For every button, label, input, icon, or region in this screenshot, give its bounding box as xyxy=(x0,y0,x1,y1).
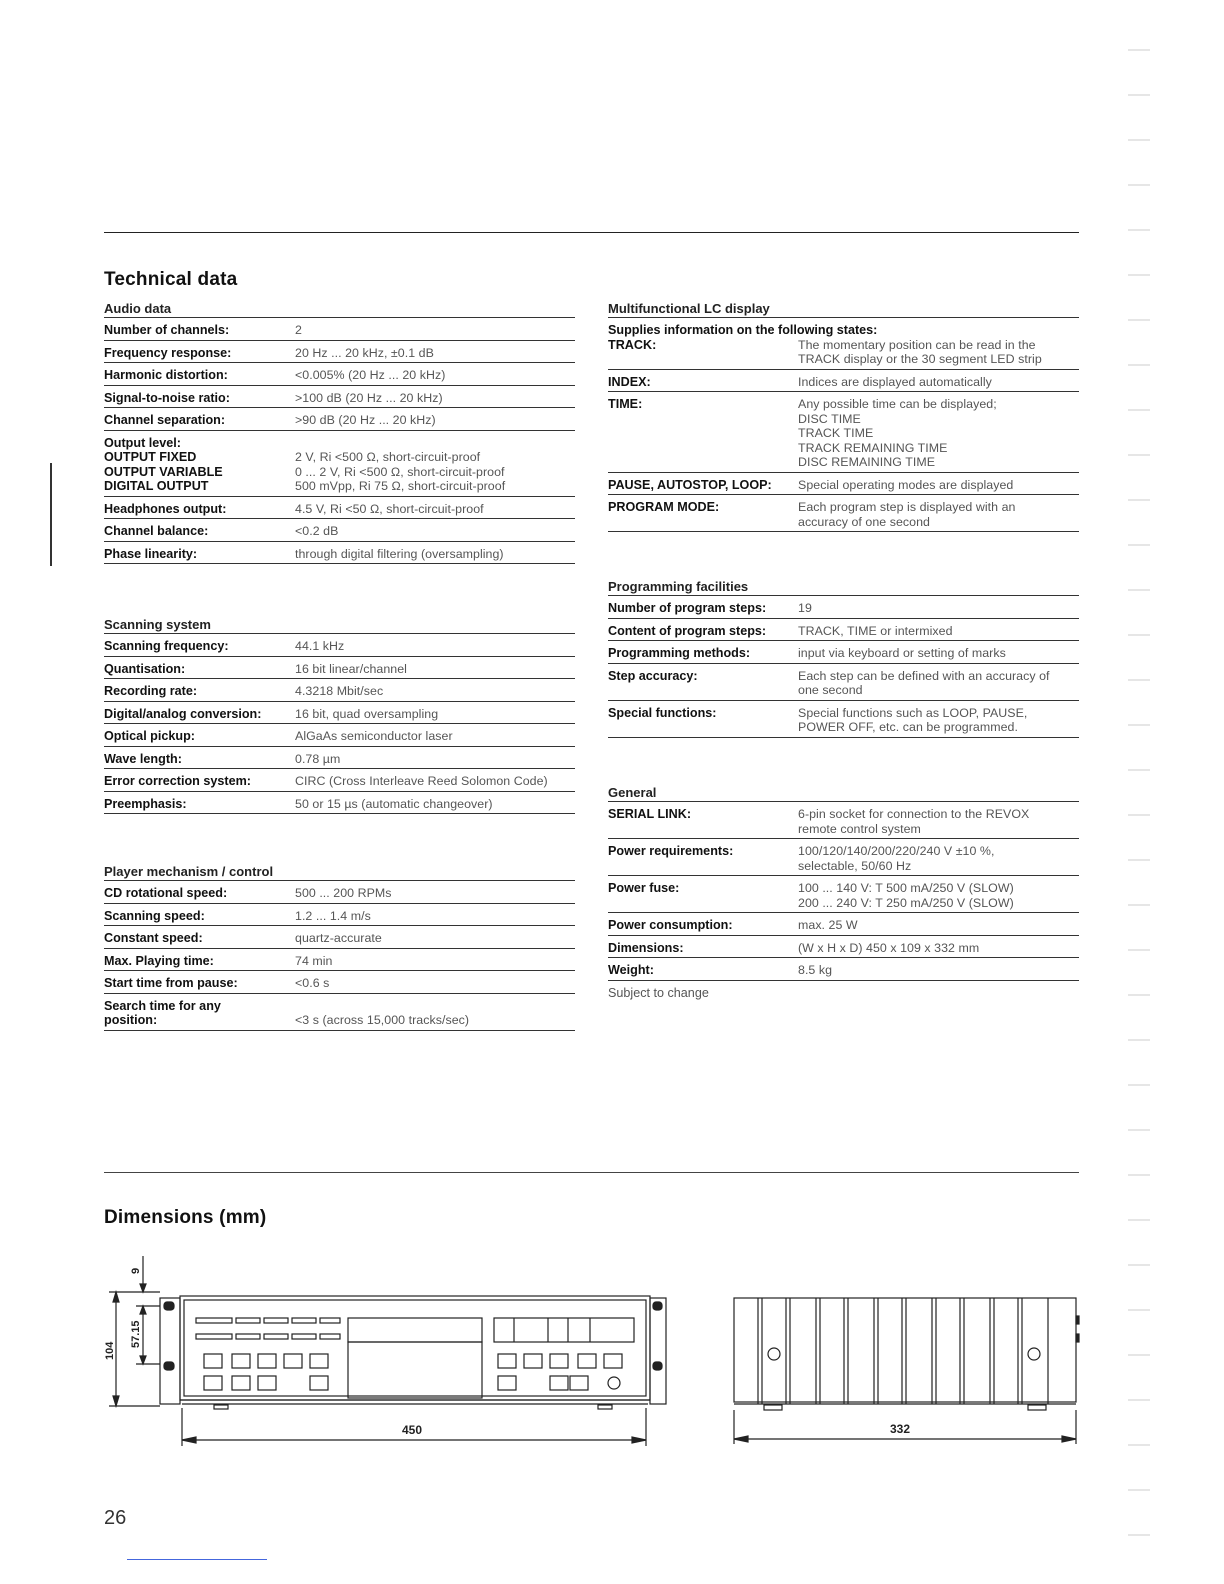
spec-value-line: Special operating modes are displayed xyxy=(798,477,1014,492)
programming-section xyxy=(608,578,1079,738)
section-title: Player mechanism / control xyxy=(104,863,575,881)
spec-label-line: Optical pickup: xyxy=(104,729,195,743)
spec-value-line: TRACK, TIME or intermixed xyxy=(798,623,953,638)
spec-label xyxy=(608,881,798,910)
spec-label-line: Digital/analog conversion: xyxy=(104,706,262,721)
spec-value xyxy=(798,375,992,390)
spec-label-line: OUTPUT VARIABLE xyxy=(104,464,223,479)
spec-label-line: PAUSE, AUTOSTOP, LOOP: xyxy=(608,477,772,492)
spec-row xyxy=(104,318,575,341)
spec-value-line: 4.5 V, Ri <50 Ω, short-circuit-proof xyxy=(295,501,484,516)
spec-label xyxy=(608,941,798,956)
spec-label xyxy=(104,323,295,338)
spec-label xyxy=(104,436,295,494)
spec-label xyxy=(104,368,295,383)
spec-label xyxy=(104,976,295,991)
spec-label-line: CD rotational speed: xyxy=(104,886,228,900)
margin-tick-marks xyxy=(1128,40,1152,1560)
section-title: Scanning system xyxy=(104,616,575,634)
spec-value-line: Each program step is displayed with an xyxy=(798,500,1016,514)
spec-value-line: remote control system xyxy=(798,821,921,836)
front-width-label: 450 xyxy=(402,1423,423,1437)
spec-label xyxy=(104,502,295,517)
spec-label-line: SERIAL LINK: xyxy=(608,807,692,821)
spec-value xyxy=(798,881,1014,910)
spec-label-line: Constant speed: xyxy=(104,931,203,945)
spec-value-line: 74 min xyxy=(295,953,333,968)
spec-value-line: 0.78 µm xyxy=(295,751,341,766)
bottom-rule xyxy=(127,1559,267,1560)
spec-row xyxy=(608,392,1079,473)
spec-value xyxy=(798,807,1029,836)
spec-value-line: TRACK display or the 30 segment LED strip xyxy=(798,352,1042,366)
spec-label-line: OUTPUT FIXED xyxy=(104,450,197,464)
spec-row xyxy=(608,958,1079,981)
spec-label xyxy=(104,752,295,767)
spec-label xyxy=(104,391,295,406)
spec-row xyxy=(104,949,575,972)
spec-row xyxy=(608,802,1079,839)
spec-value-line xyxy=(295,999,469,1014)
spec-label xyxy=(104,413,295,428)
spec-label-line: Weight: xyxy=(608,963,654,977)
spec-row xyxy=(104,702,575,725)
spec-label-line: Power requirements: xyxy=(608,844,734,858)
spec-value xyxy=(798,844,995,873)
spec-label-line: Dimensions: xyxy=(608,940,684,955)
spec-value xyxy=(798,397,997,470)
spec-value xyxy=(295,886,392,901)
spec-row xyxy=(608,701,1079,738)
spec-value xyxy=(798,646,1006,661)
spec-value xyxy=(798,338,1042,367)
spec-value xyxy=(798,918,858,933)
spec-label xyxy=(608,669,798,698)
spec-label xyxy=(608,963,798,978)
spec-label xyxy=(608,338,798,367)
spec-label-line: Signal-to-noise ratio: xyxy=(104,390,230,405)
spec-value-line: 100 ... 140 V: T 500 mA/250 V (SLOW) xyxy=(798,881,1014,895)
spec-value-line: max. 25 W xyxy=(798,918,858,932)
spec-label xyxy=(104,999,295,1028)
spec-label-line: Phase linearity: xyxy=(104,546,198,561)
spec-value-line: 1.2 ... 1.4 m/s xyxy=(295,908,371,923)
spec-value xyxy=(295,729,453,744)
spec-value-line: 19 xyxy=(798,601,812,615)
spec-row xyxy=(608,619,1079,642)
spec-label xyxy=(608,646,798,661)
spec-label xyxy=(608,706,798,735)
height-total-label: 104 xyxy=(104,1341,116,1360)
spec-row xyxy=(104,657,575,680)
subject-to-change-note: Subject to change xyxy=(608,985,709,1000)
spec-value xyxy=(798,963,832,978)
spec-label-line: Power fuse: xyxy=(608,881,680,895)
spec-row xyxy=(104,408,575,431)
lc-display-section xyxy=(608,300,1079,532)
spec-value-line: 500 mVpp, Ri 75 Ω, short-circuit-proof xyxy=(295,479,506,493)
spec-row xyxy=(104,519,575,542)
spec-value-line: 16 bit, quad oversampling xyxy=(295,706,439,721)
spec-value-line: AlGaAs semiconductor laser xyxy=(295,729,453,743)
spec-value xyxy=(798,941,979,956)
scanning-system-section xyxy=(104,616,575,814)
spec-value-line: 4.3218 Mbit/sec xyxy=(295,684,384,698)
spec-label-line: Headphones output: xyxy=(104,501,227,516)
spec-value xyxy=(295,797,493,812)
spec-row xyxy=(104,904,575,927)
spec-label xyxy=(608,397,798,470)
spec-value-line: 50 or 15 µs (automatic changeover) xyxy=(295,796,493,811)
spec-value xyxy=(295,707,438,722)
spec-label-line: Wave length: xyxy=(104,751,182,766)
spec-value xyxy=(295,413,436,428)
spec-value xyxy=(798,669,1050,698)
spec-value xyxy=(295,639,344,654)
spec-value-line: 2 V, Ri <500 Ω, short-circuit-proof xyxy=(295,450,481,464)
spec-label-line: Recording rate: xyxy=(104,684,198,698)
spec-label xyxy=(104,547,295,562)
spec-label xyxy=(104,797,295,812)
spec-value-line: >100 dB (20 Hz ... 20 kHz) xyxy=(295,390,443,405)
spec-value xyxy=(295,774,548,789)
spec-value-line: 8.5 kg xyxy=(798,963,833,977)
spec-value xyxy=(295,976,329,991)
spec-label-line: Channel separation: xyxy=(104,413,226,427)
spec-value-line: TRACK REMAINING TIME xyxy=(798,440,948,455)
spec-label xyxy=(608,918,798,933)
spec-value xyxy=(295,954,333,969)
spec-value xyxy=(295,436,505,494)
side-depth-label: 332 xyxy=(890,1422,911,1436)
player-mechanism-section xyxy=(104,863,575,1031)
spec-label-line: INDEX: xyxy=(608,374,651,389)
spec-value-line: 0 ... 2 V, Ri <500 Ω, short-circuit-proof xyxy=(295,464,505,479)
spec-label-line: Power consumption: xyxy=(608,918,733,932)
spec-value xyxy=(295,502,484,517)
spec-value xyxy=(798,478,1013,493)
spec-value-line: quartz-accurate xyxy=(295,931,382,945)
spec-value xyxy=(295,999,469,1028)
spec-value-line: 500 ... 200 RPMs xyxy=(295,886,392,900)
section-title: General xyxy=(608,784,1079,802)
spec-label-line: Error correction system: xyxy=(104,774,251,788)
spec-row xyxy=(104,769,575,792)
spec-row xyxy=(104,747,575,770)
spec-value-line: 16 bit linear/channel xyxy=(295,661,407,676)
spec-value xyxy=(798,601,812,616)
spec-value xyxy=(798,500,1015,529)
spec-label xyxy=(104,662,295,677)
spec-value-line: 6-pin socket for connection to the REVOX xyxy=(798,807,1030,821)
section-rule xyxy=(104,1172,1079,1173)
spec-label-line: PROGRAM MODE: xyxy=(608,500,720,514)
spec-row xyxy=(104,363,575,386)
spec-label xyxy=(608,844,798,873)
spec-row xyxy=(104,341,575,364)
spec-value-line: >90 dB (20 Hz ... 20 kHz) xyxy=(295,413,436,427)
spec-row xyxy=(608,913,1079,936)
spec-label-line: Scanning speed: xyxy=(104,908,205,923)
spec-label-line: Max. Playing time: xyxy=(104,953,214,968)
spec-value-line: <0.2 dB xyxy=(295,524,339,538)
spec-value-line: DISC REMAINING TIME xyxy=(798,455,936,469)
spec-value-line: The momentary position can be read in the xyxy=(798,337,1036,352)
spec-value-line: through digital filtering (oversampling) xyxy=(295,546,504,561)
spec-label-line: Output level: xyxy=(104,435,181,450)
height-inner-label: 57.15 xyxy=(130,1320,142,1348)
spec-value-line xyxy=(295,436,505,451)
spec-row xyxy=(608,664,1079,701)
spec-row xyxy=(608,473,1079,496)
spec-label-line: Content of program steps: xyxy=(608,623,767,638)
section-title: Multifunctional LC display xyxy=(608,300,1079,318)
spec-row xyxy=(608,839,1079,876)
spec-label-line: Number of channels: xyxy=(104,323,230,337)
spec-label-line: position: xyxy=(104,1013,158,1027)
spec-label-line: Quantisation: xyxy=(104,661,186,676)
spec-value xyxy=(295,909,371,924)
page-title: Technical data xyxy=(104,269,238,290)
spec-value-line: 20 Hz ... 20 kHz, ±0.1 dB xyxy=(295,345,434,360)
spec-value xyxy=(295,524,338,539)
spec-row xyxy=(104,542,575,565)
spec-label-line: DIGITAL OUTPUT xyxy=(104,479,209,493)
spec-label xyxy=(104,729,295,744)
spec-label xyxy=(104,954,295,969)
spec-value-line: <0.005% (20 Hz ... 20 kHz) xyxy=(295,368,446,382)
spec-row xyxy=(104,971,575,994)
spec-row xyxy=(608,641,1079,664)
spec-value xyxy=(295,752,340,767)
spec-label xyxy=(104,886,295,901)
spec-row xyxy=(608,596,1079,619)
spec-label xyxy=(608,601,798,616)
spec-value xyxy=(295,684,383,699)
side-view-drawing xyxy=(728,1292,1084,1448)
spec-label-line: Programming methods: xyxy=(608,646,751,660)
spec-row xyxy=(104,724,575,747)
spec-label-line: Harmonic distortion: xyxy=(104,368,228,382)
dimensions-title: Dimensions (mm) xyxy=(104,1207,267,1228)
spec-value-line: 44.1 kHz xyxy=(295,639,345,653)
spec-row xyxy=(104,994,575,1031)
spec-row xyxy=(104,634,575,657)
general-section xyxy=(608,784,1079,1000)
spec-row xyxy=(608,495,1079,532)
spec-label xyxy=(104,684,295,699)
spec-value-line: Special functions such as LOOP, PAUSE, xyxy=(798,705,1028,720)
spec-row xyxy=(104,431,575,497)
spec-label-line: Start time from pause: xyxy=(104,976,238,990)
spec-row xyxy=(104,497,575,520)
spec-row xyxy=(104,386,575,409)
top-rule xyxy=(104,232,1079,233)
display-intro: Supplies information on the following states: xyxy=(608,323,878,337)
spec-label-line: Step accuracy: xyxy=(608,668,698,683)
spec-value xyxy=(295,391,443,406)
front-view-drawing xyxy=(100,1248,680,1448)
spec-label-line: Number of program steps: xyxy=(608,601,767,615)
spec-value xyxy=(295,368,445,383)
spec-value-line: 100/120/140/200/220/240 V ±10 %, xyxy=(798,844,995,858)
section-title: Audio data xyxy=(104,300,575,318)
spec-value-line: DISC TIME xyxy=(798,411,861,426)
spec-value xyxy=(295,662,407,677)
spec-row xyxy=(608,370,1079,393)
spec-value-line: TRACK TIME xyxy=(798,426,874,440)
spec-row xyxy=(104,792,575,815)
spec-label-line: Preemphasis: xyxy=(104,796,187,811)
spec-label-line: Special functions: xyxy=(608,705,717,720)
spec-value-line: 200 ... 240 V: T 250 mA/250 V (SLOW) xyxy=(798,895,1014,910)
spec-label-line: Search time for any xyxy=(104,998,221,1013)
spec-label xyxy=(104,707,295,722)
spec-value-line: accuracy of one second xyxy=(798,514,930,529)
spec-label-line: Scanning frequency: xyxy=(104,639,229,653)
spec-value xyxy=(798,706,1027,735)
spec-label-line: TIME: xyxy=(608,397,643,411)
spec-label-line: Channel balance: xyxy=(104,524,209,538)
spec-value xyxy=(295,547,504,562)
page-number: 26 xyxy=(104,1507,127,1529)
spec-row xyxy=(608,936,1079,959)
spec-row xyxy=(104,926,575,949)
spec-value-line: Any possible time can be displayed; xyxy=(798,397,997,411)
top-offset-label: 9 xyxy=(130,1267,142,1274)
spec-value xyxy=(295,346,434,361)
audio-data-section xyxy=(104,300,575,564)
spec-label xyxy=(104,639,295,654)
spec-row xyxy=(104,881,575,904)
spec-value xyxy=(295,931,382,946)
spec-row xyxy=(608,338,1079,370)
margin-change-bar xyxy=(50,463,52,566)
spec-value xyxy=(295,323,302,338)
spec-label xyxy=(608,375,798,390)
spec-label xyxy=(104,909,295,924)
spec-value-line: input via keyboard or setting of marks xyxy=(798,646,1006,660)
spec-row xyxy=(608,876,1079,913)
spec-label xyxy=(104,524,295,539)
spec-value xyxy=(798,624,953,639)
spec-value-line: Each step can be defined with an accuracy of xyxy=(798,668,1050,683)
section-title: Programming facilities xyxy=(608,578,1079,596)
spec-label xyxy=(608,624,798,639)
spec-value-line: 2 xyxy=(295,323,302,337)
spec-label xyxy=(608,500,798,529)
spec-value-line: one second xyxy=(798,683,863,697)
spec-label-line: Frequency response: xyxy=(104,345,232,360)
spec-label xyxy=(104,931,295,946)
spec-value-line: <3 s (across 15,000 tracks/sec) xyxy=(295,1013,470,1027)
spec-label xyxy=(608,807,798,836)
spec-value-line: (W x H x D) 450 x 109 x 332 mm xyxy=(798,940,980,955)
spec-value-line: selectable, 50/60 Hz xyxy=(798,858,912,873)
spec-value-line: <0.6 s xyxy=(295,976,330,990)
spec-value-line: POWER OFF, etc. can be programmed. xyxy=(798,720,1018,734)
spec-label xyxy=(104,346,295,361)
spec-row xyxy=(104,679,575,702)
spec-label xyxy=(608,478,798,493)
spec-label xyxy=(104,774,295,789)
spec-value-line: CIRC (Cross Interleave Reed Solomon Code) xyxy=(295,774,548,788)
spec-label-line: TRACK: xyxy=(608,337,657,352)
spec-value-line: Indices are displayed automatically xyxy=(798,374,992,389)
